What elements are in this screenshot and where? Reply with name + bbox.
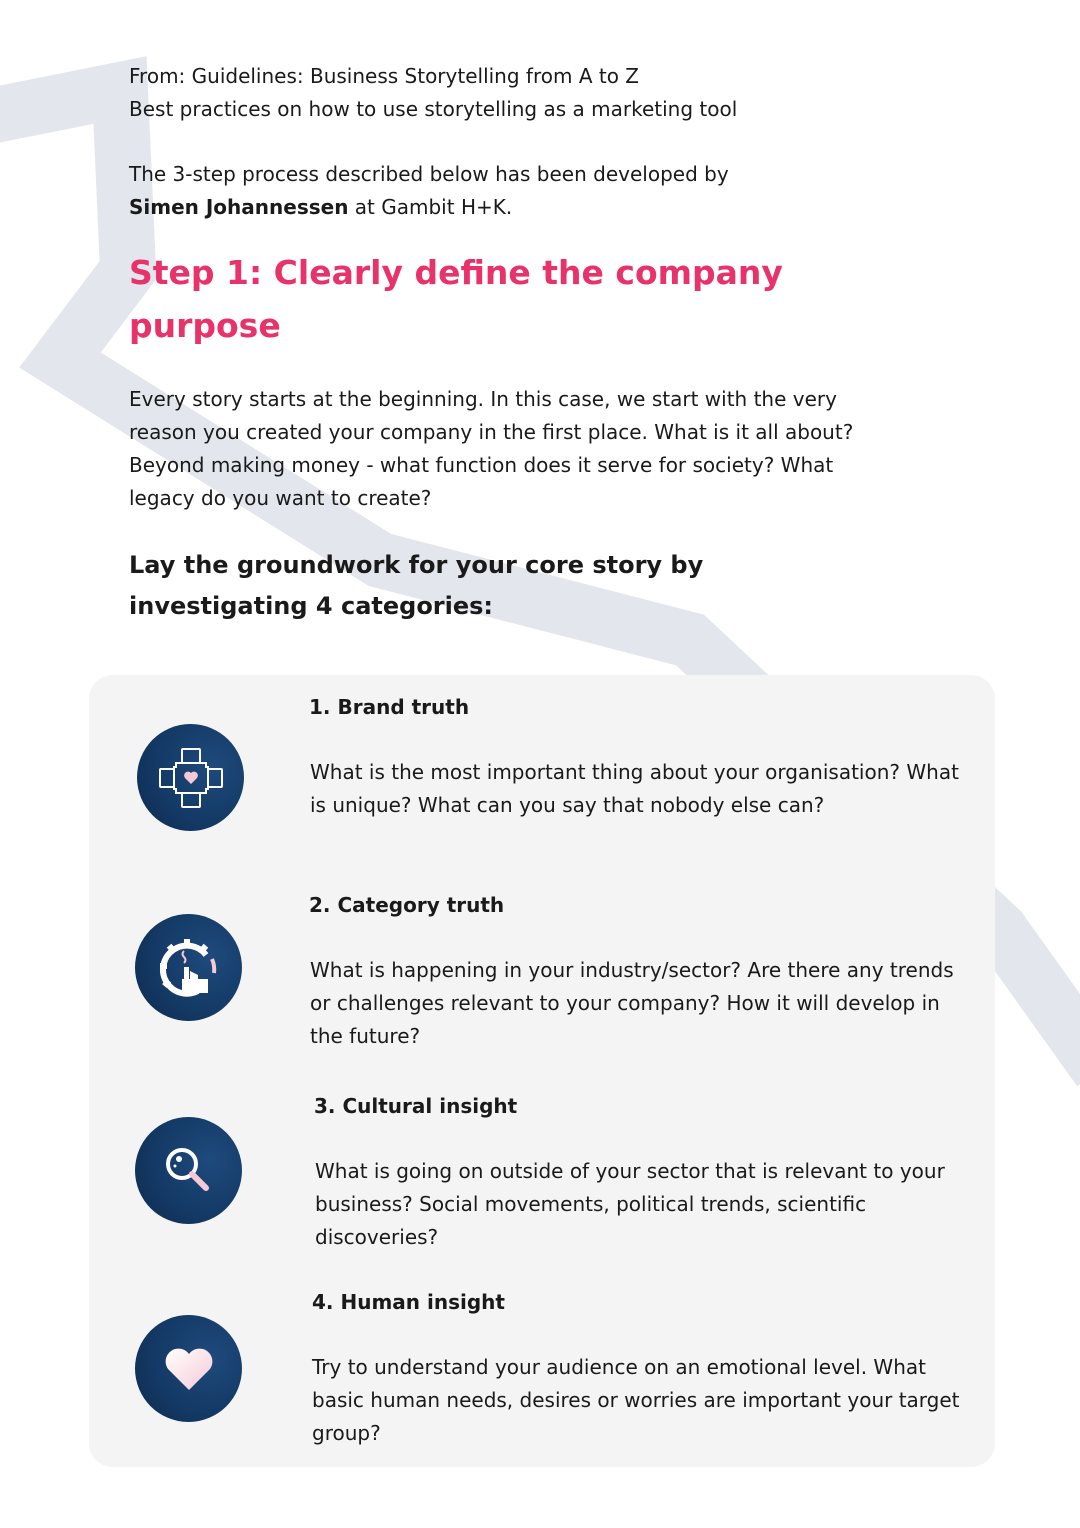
category-title: 4. Human insight [312,1290,505,1314]
step-title: Step 1: Clearly define the company purpose [129,253,783,345]
gear-factory-icon [154,933,224,1003]
credit-name: Simen Johannessen [129,195,349,219]
step-body: Every story starts at the beginning. In this case, we start with the very reason you created your company in the first place. What is it all about? Beyond making money - what function does it serve for society? What legacy do you want to create? [129,387,854,510]
credit-suffix: at Gambit H+K. [354,195,513,219]
icon-circle [137,724,244,831]
categories-heading: Lay the groundwork for your core story by investigating 4 categories: [129,551,704,620]
category-text: What is going on outside of your sector that is relevant to your business? Social movements, political trends, scientific discoveries? [315,1159,945,1249]
heart-icon [154,1334,224,1404]
category-title: 1. Brand truth [309,695,470,719]
magnifier-icon [154,1136,224,1206]
icon-circle [135,1315,242,1422]
categories-panel [89,675,995,1467]
category-text: What is the most important thing about your organisation? What is unique? What can you say that nobody else can? [310,760,959,817]
source-line: From: Guidelines: Business Storytelling from A to Z [129,64,639,88]
category-title: 2. Category truth [309,893,505,917]
subtitle-line: Best practices on how to use storytelling as a marketing tool [129,97,738,121]
category-text: What is happening in your industry/sector? Are there any trends or challenges relevant to your company? How it will develop in the future? [310,958,954,1048]
puzzle-heart-icon [156,743,226,813]
category-title: 3. Cultural insight [314,1094,518,1118]
intro-block [129,60,889,224]
credit-prefix: The 3-step process described below has been developed by [129,162,729,186]
icon-circle [135,1117,242,1224]
category-text: Try to understand your audience on an emotional level. What basic human needs, desires or worries are important your target group? [312,1355,960,1445]
credit-line [129,158,889,224]
icon-circle [135,914,242,1021]
